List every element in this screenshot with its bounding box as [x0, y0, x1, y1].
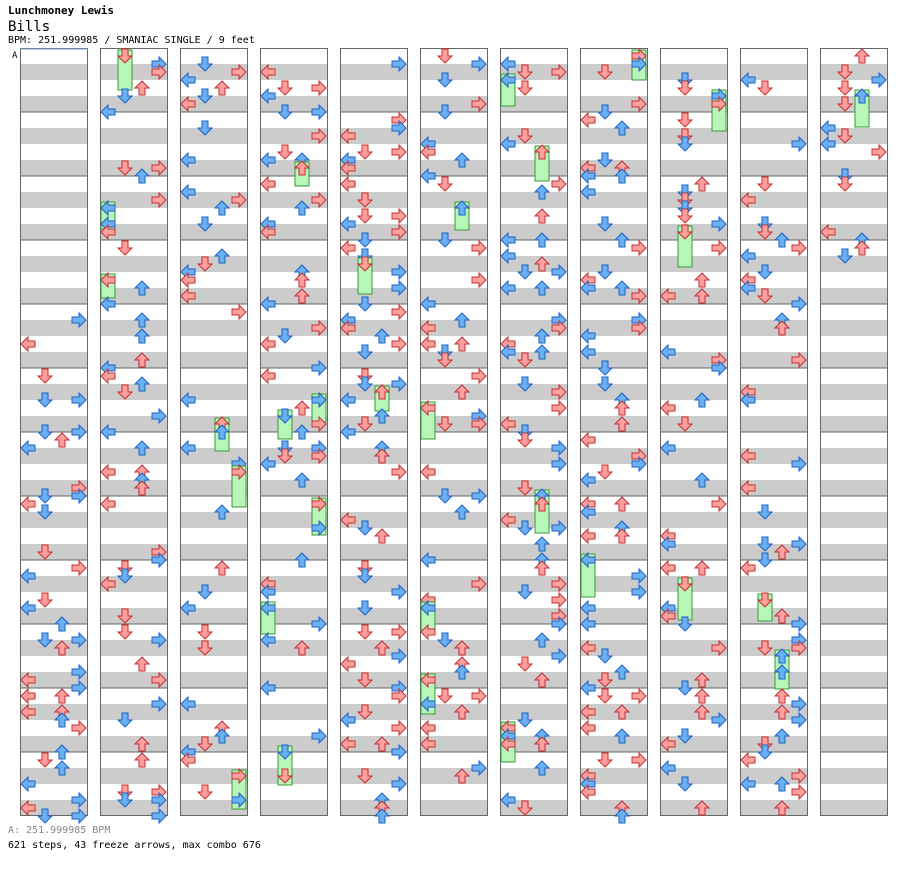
- chart-stats: 621 steps, 43 freeze arrows, max combo 676: [8, 840, 261, 851]
- artist-name: Lunchmoney Lewis: [8, 4, 114, 17]
- chart-column: [820, 48, 888, 816]
- chart-column: [580, 48, 648, 816]
- chart-column: [660, 48, 728, 816]
- chart-info: BPM: 251.999985 / SMANIAC SINGLE / 9 feet: [8, 35, 255, 46]
- song-title: Bills: [8, 19, 51, 35]
- bpm-marker: A: [12, 51, 18, 61]
- chart-column: [500, 48, 568, 816]
- bpm-note: A: 251.999985 BPM: [8, 825, 111, 836]
